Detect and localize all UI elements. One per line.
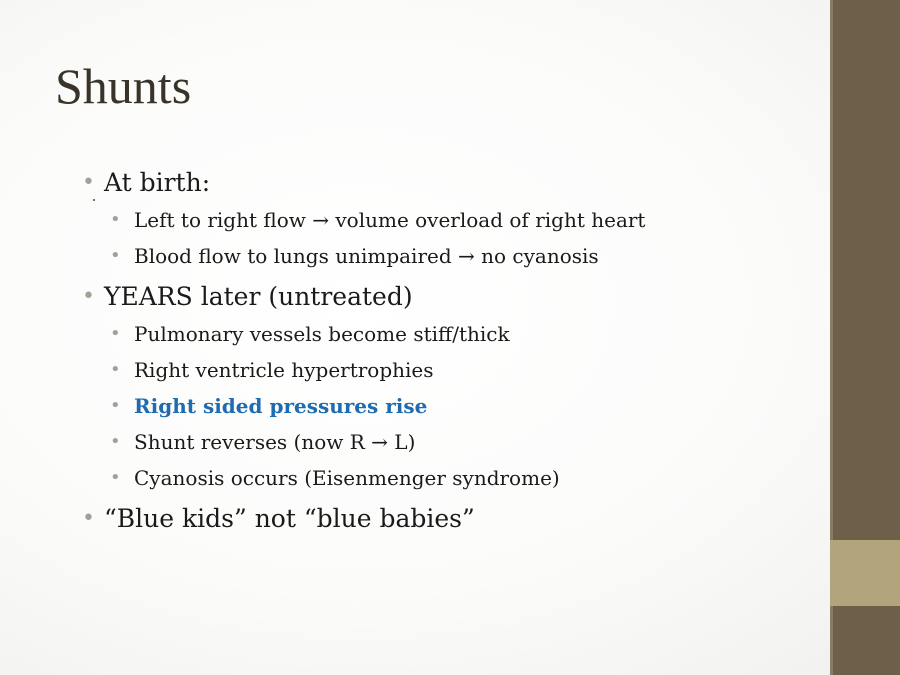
bullet-icon: • [82, 506, 95, 531]
sub-bullet-text-highlighted: Right sided pressures rise [134, 394, 428, 418]
sub-bullet-text: Cyanosis occurs (Eisenmenger syndrome) [134, 466, 560, 490]
sub-bullet-item-highlighted [80, 388, 820, 424]
sub-bullet-text: Left to right flow → volume overload of right heart [134, 208, 646, 232]
sub-bullet-text: Pulmonary vessels become stiff/thick [134, 322, 510, 346]
sub-bullet-icon: • [110, 395, 121, 416]
bullet-item-years-later [80, 278, 820, 316]
sub-bullet-text: Right ventricle hypertrophies [134, 358, 434, 382]
sub-bullet-text: Blood flow to lungs unimpaired → no cyanosis [134, 244, 599, 268]
sub-bullet-icon: • [110, 467, 121, 488]
sub-bullet-icon: • [110, 245, 121, 266]
bullet-icon: • [82, 170, 95, 195]
sub-bullet-text: Shunt reverses (now R → L) [134, 430, 416, 454]
bullet-text: “Blue kids” not “blue babies” [104, 504, 475, 533]
bullet-text: YEARS later (untreated) [104, 282, 413, 311]
sub-bullet-item [80, 202, 820, 238]
bullet-list [80, 164, 820, 538]
slide-title: Shunts [55, 58, 192, 114]
bullet-text: At birth: [104, 168, 211, 197]
bullet-icon: • [82, 284, 95, 309]
bullet-item-blue-kids [80, 500, 820, 538]
bullet-item-at-birth [80, 164, 820, 202]
sub-bullet-item [80, 460, 820, 496]
sidebar-accent-block [830, 540, 900, 606]
sub-bullet-icon: • [110, 209, 121, 230]
sub-bullet-item [80, 424, 820, 460]
sub-bullet-icon: • [110, 431, 121, 452]
sub-bullet-item [80, 238, 820, 274]
sub-bullet-item [80, 352, 820, 388]
sub-bullet-item [80, 316, 820, 352]
sub-bullet-icon: • [110, 323, 121, 344]
sub-bullet-icon: • [110, 359, 121, 380]
